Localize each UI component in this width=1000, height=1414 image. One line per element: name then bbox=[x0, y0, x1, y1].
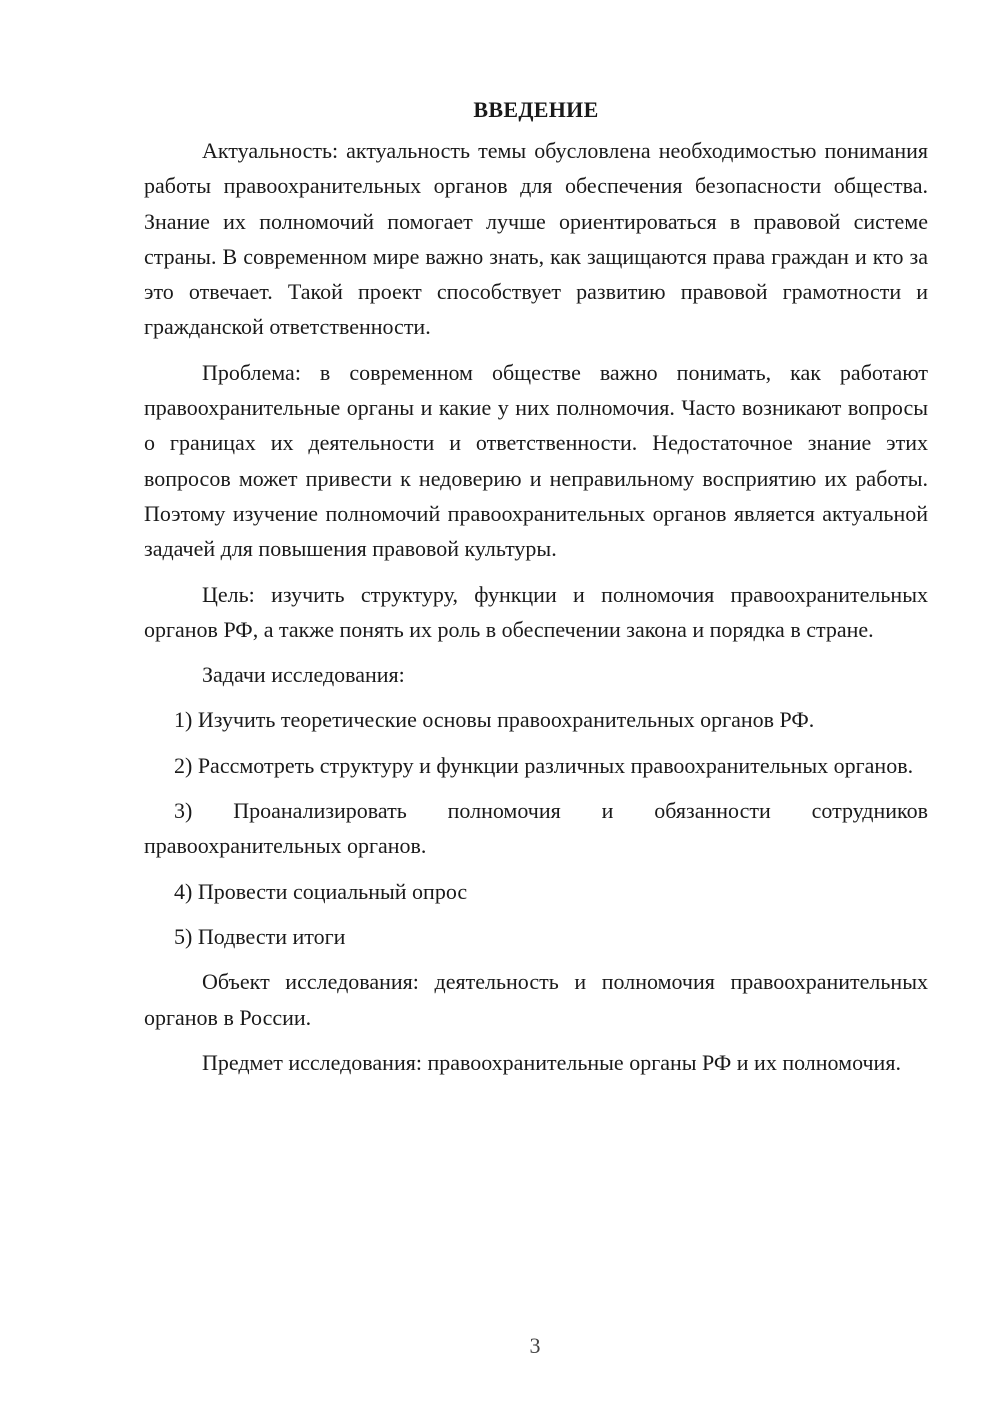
relevance-paragraph: Актуальность: актуальность темы обусловлена необходимостью понимания работы правоохранительных органов для обеспечения безопасности общества. Знание их полномочий помогает лучше ориентироваться в правовой системе страны. В современном мире важно знать, как защищаются права граждан и кто за это отвечает. Такой проект способствует развитию правовой грамотности и гражданской ответственности. bbox=[144, 138, 928, 340]
task-item-4: 4) Провести социальный опрос bbox=[174, 878, 468, 904]
task-item-1: 1) Изучить теоретические основы правоохранительных органов РФ. bbox=[174, 707, 815, 733]
tasks-heading: Задачи исследования: bbox=[202, 662, 405, 688]
page-heading: ВВЕДЕНИЕ bbox=[473, 97, 599, 122]
research-object-paragraph: Объект исследования: деятельность и полномочия правоохранительных органов в России. bbox=[144, 969, 928, 1030]
task-item-5: 5) Подвести итоги bbox=[174, 923, 346, 949]
research-subject-paragraph: Предмет исследования: правоохранительные органы РФ и их полномочия. bbox=[202, 1049, 901, 1075]
task-item-3: 3) Проанализировать полномочия и обязанности сотрудников правоохранительных органов. bbox=[144, 798, 928, 859]
goal-paragraph: Цель: изучить структуру, функции и полномочия правоохранительных органов РФ, а также понять их роль в обеспечении закона и порядка в стране. bbox=[144, 581, 928, 642]
task-item-2: 2) Рассмотреть структуру и функции различных правоохранительных органов. bbox=[174, 752, 914, 778]
page-number: 3 bbox=[529, 1333, 541, 1358]
page-content bbox=[144, 92, 928, 1090]
problem-paragraph: Проблема: в современном обществе важно понимать, как работают правоохранительные органы и какие у них полномочия. Часто возникают вопросы о границах их деятельности и ответственности. Недостаточное знание этих вопросов может привести к недоверию и неправильному восприятию их работы. Поэтому изучение полномочий правоохранительных органов является актуальной задачей для повышения правовой культуры. bbox=[144, 359, 928, 562]
